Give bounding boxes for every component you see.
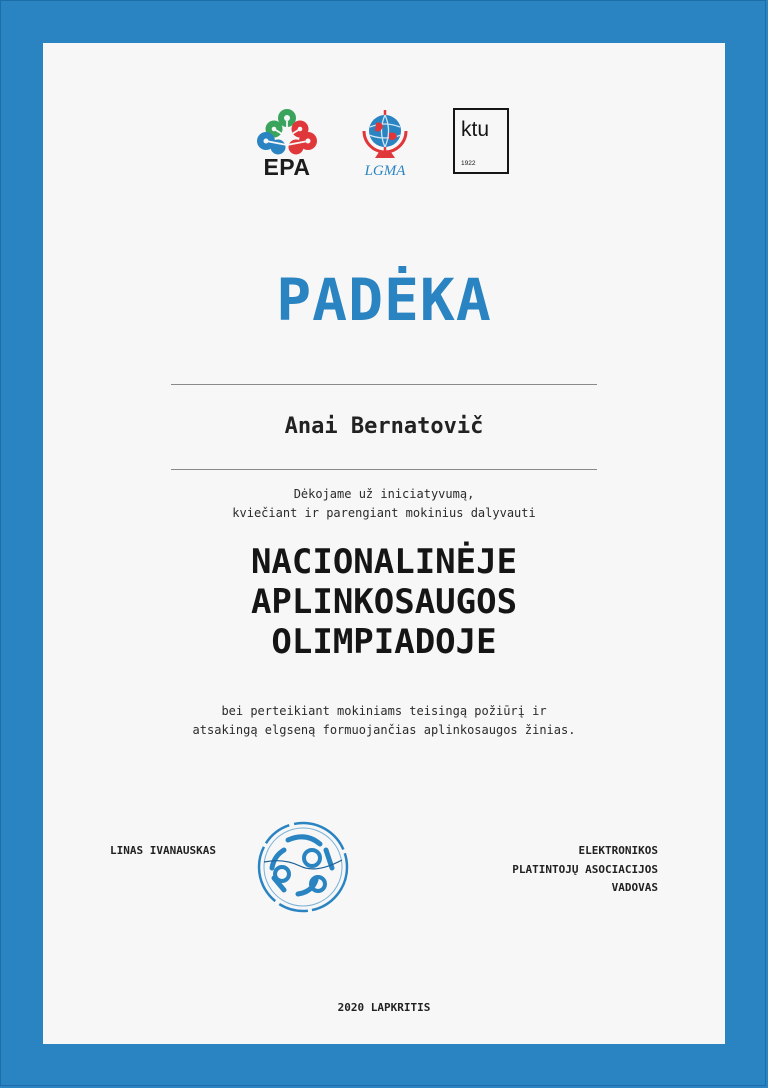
event-name	[0, 542, 768, 662]
outro-line: atsakingą elgseną formuojančias aplinkosaugos žinias.	[192, 723, 576, 737]
issue-date: 2020 LAPKRITIS	[337, 1001, 431, 1014]
ktu-logo	[453, 108, 509, 174]
recipient-name: Anai Bernatovič	[284, 414, 484, 439]
stamp-signature-icon	[254, 818, 352, 916]
lgma-logo-text: LGMA	[364, 163, 406, 179]
signatory-title-line: VADOVAS	[611, 881, 658, 894]
signatory-name: LINAS IVANAUSKAS	[110, 844, 216, 857]
epa-logo-text: EPA	[263, 154, 311, 180]
event-line: OLIMPIADOJE	[271, 622, 497, 662]
lgma-logo	[356, 107, 414, 179]
event-line: APLINKOSAUGOS	[250, 582, 518, 622]
intro-line: kviečiant ir parengiant mokinius dalyvauti	[232, 506, 536, 520]
signatory-title-line: PLATINTOJŲ ASOCIACIJOS	[512, 862, 658, 876]
intro-line: Dėkojame už iniciatyvumą,	[293, 487, 475, 501]
signatory-title	[512, 842, 658, 898]
intro-text	[0, 485, 768, 523]
signatory-title-line: ELEKTRONIKOS	[578, 844, 658, 857]
globe-icon	[356, 107, 414, 163]
ktu-logo-text: ktu	[461, 118, 490, 141]
partner-logos	[0, 105, 768, 180]
event-line: NACIONALINĖJE	[250, 542, 518, 582]
bottom-divider	[171, 469, 597, 470]
top-divider	[171, 384, 597, 385]
outro-line: bei perteikiant mokiniams teisingą požiūrį ir	[221, 704, 547, 718]
ktu-logo-year: 1922	[461, 160, 476, 167]
epa-logo	[254, 107, 320, 179]
epa-emblem-icon	[254, 107, 320, 157]
certificate-title: PADĖKA	[276, 266, 492, 334]
outro-text	[0, 702, 768, 740]
